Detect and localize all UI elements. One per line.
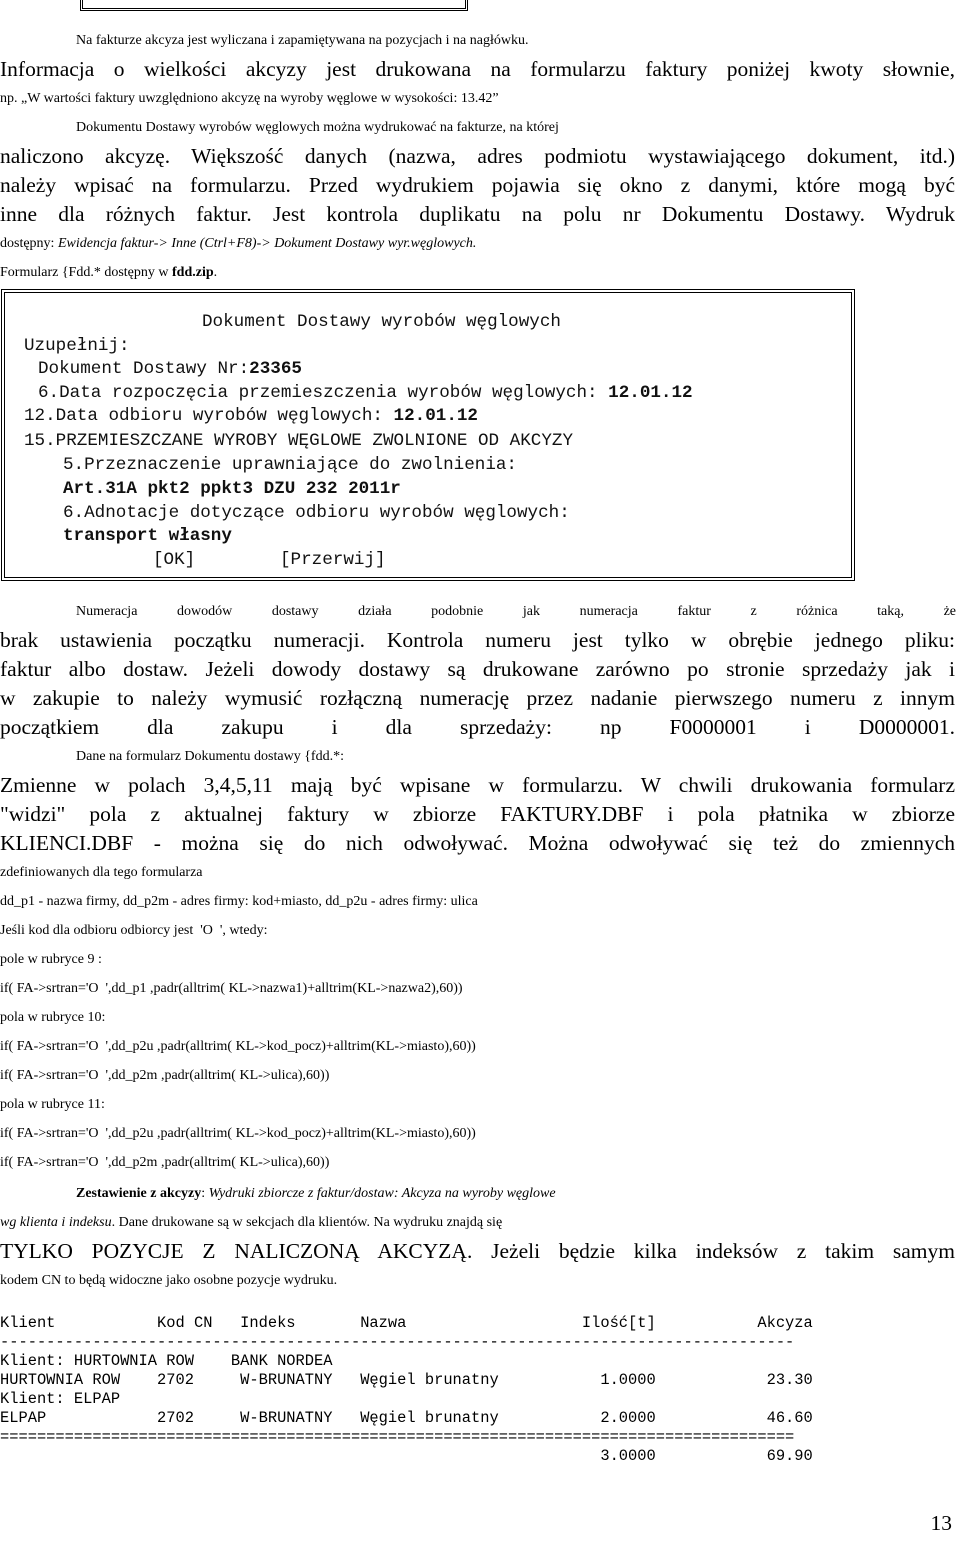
report-total: 3.0000 69.90: [0, 1447, 813, 1465]
receipt-date-field[interactable]: [24, 405, 478, 427]
report-row: Klient: ELPAP: [0, 1390, 121, 1408]
report-row: HURTOWNIA ROW 2702 W-BRUNATNY Węgiel brunatny 1.0000 23.30: [0, 1371, 813, 1389]
report-separator: ======================================================================================: [0, 1428, 795, 1446]
text-line: należy wpisać na formularzu. Przed wydrukiem pojawia się okno z danymi, które mogą być: [0, 173, 955, 197]
file-name: fdd.zip: [172, 265, 214, 280]
text-span: . Dane drukowane są w sekcjach dla klientów. Na wydruku znajdą się: [111, 1215, 503, 1230]
text-line: Jeśli kod dla odbioru odbiorcy jest 'O ', wtedy:: [0, 923, 268, 938]
text-span: Dokumentu Dostawy wyrobów węglowych można wydrukować na fakturze, na której: [76, 120, 559, 135]
purpose-label: 5.Przeznaczenie uprawniające do zwolnienia:: [63, 455, 517, 475]
text-line: np. „W wartości faktury uwzględniono akcyzę na wyroby węglowe w wysokości: 13.42”: [0, 91, 499, 106]
report-row: Klient: HURTOWNIA ROW BANK NORDEA: [0, 1352, 333, 1370]
text-line: [0, 113, 956, 142]
field-label: 12.Data odbioru wyrobów węglowych:: [24, 406, 394, 426]
text-line: Informacja o wielkości akcyzy jest drukowana na formularzu faktury poniżej kwoty słownie,: [0, 57, 955, 81]
top-frame-fragment: [80, 0, 468, 11]
document-number-field[interactable]: [38, 358, 302, 380]
text-line: zdefiniowanych dla tego formularza: [0, 865, 203, 880]
section-heading: 15.PRZEMIESZCZANE WYROBY WĘGLOWE ZWOLNIONE OD AKCYZY: [24, 431, 574, 451]
page-number: 13: [930, 1511, 952, 1535]
field-label: Dokument Dostawy Nr:: [38, 359, 250, 379]
text-line: [0, 258, 960, 287]
code-line: if( FA->srtran='O ',dd_p2m ,padr(alltrim( KL->ulica),60)): [0, 1155, 330, 1170]
text-line: "widzi" pola z aktualnej faktury w zbiorze FAKTURY.DBF i pola płatnika w zbiorze: [0, 802, 955, 826]
dialog-title: Dokument Dostawy wyrobów węglowych: [202, 312, 561, 332]
text-line: początkiem dla zakupu i dla sprzedaży: np F0000001 i D0000001.: [0, 715, 955, 739]
purpose-field[interactable]: [63, 478, 401, 500]
ok-button[interactable]: [OK]: [153, 550, 196, 570]
annotations-label: 6.Adnotacje dotyczące odbioru wyrobów węglowych:: [63, 503, 570, 523]
text-span: Formularz {Fdd.* dostępny w: [0, 265, 172, 280]
menu-path: Ewidencja faktur-> Inne (Ctrl+F8)-> Dokument Dostawy wyr.węglowych.: [57, 236, 477, 251]
cancel-button[interactable]: [Przerwij]: [280, 550, 386, 570]
text-line: pole w rubryce 9 :: [0, 952, 102, 967]
field-label: 6.Data rozpoczęcia przemieszczenia wyrobów węglowych:: [38, 383, 609, 403]
code-line: if( FA->srtran='O ',dd_p2m ,padr(alltrim( KL->ulica),60)): [0, 1068, 330, 1083]
text-line: TYLKO POZYCJE Z NALICZONĄ AKCYZĄ. Jeżeli będzie kilka indeksów z takim samym: [0, 1239, 955, 1263]
text-line: naliczono akcyzę. Większość danych (nazwa, adres podmiotu wystawiającego dokument, itd.): [0, 144, 955, 168]
text-line: Dane na formularz Dokumentu dostawy {fdd.*:: [76, 749, 344, 764]
text-line: w zakupie to należy wymusić rozłączną numerację przez nadanie pierwszego numeru z innym: [0, 686, 955, 710]
field-value: transport własny: [63, 526, 232, 546]
section-name: Zestawienie z akcyzy: [76, 1186, 202, 1201]
code-line: if( FA->srtran='O ',dd_p2u ,padr(alltrim( KL->kod_pocz)+alltrim(KL->miasto),60)): [0, 1126, 476, 1141]
text-line: faktur albo dostaw. Jeżeli dowody dostawy są drukowane zarówno po stronie sprzedaży jak i: [0, 657, 955, 681]
annotations-field[interactable]: [63, 525, 232, 547]
report-row: ELPAP 2702 W-BRUNATNY Węgiel brunatny 2.0000 46.60: [0, 1409, 813, 1427]
menu-path: Wydruki zbiorcze z faktur/dostaw: Akcyza na wyroby węglowe: [208, 1186, 556, 1201]
field-value: Art.31A pkt2 ppkt3 DZU 232 2011r: [63, 479, 401, 499]
text-line: brak ustawienia początku numeracji. Kontrola numeru jest tylko w obrębie jednego pliku:: [0, 628, 955, 652]
text-span: .: [213, 265, 218, 280]
code-line: if( FA->srtran='O ',dd_p1 ,padr(alltrim( KL->nazwa1)+alltrim(KL->nazwa2),60)): [0, 981, 463, 996]
text-line: [0, 229, 960, 258]
text-line: [0, 1208, 960, 1237]
code-line: if( FA->srtran='O ',dd_p2u ,padr(alltrim( KL->kod_pocz)+alltrim(KL->miasto),60)): [0, 1039, 476, 1054]
text-line: KLIENCI.DBF - można się do nich odwoływać. Można odwoływać się też do zmiennych: [0, 831, 955, 855]
text-line: dd_p1 - nazwa firmy, dd_p2m - adres firmy: kod+miasto, dd_p2u - adres firmy: ulica: [0, 894, 478, 909]
text-line: Zmienne w polach 3,4,5,11 mają być wpisane w formularzu. W chwili drukowania formularz: [0, 773, 955, 797]
start-date-field[interactable]: [38, 382, 693, 404]
field-value: 12.01.12: [393, 406, 478, 426]
text-line: kodem CN to będą widoczne jako osobne pozycje wydruku.: [0, 1273, 338, 1288]
text-line: Numeracja dowodów dostawy działa podobnie jak numeracja faktur z różnica taką, że: [76, 604, 956, 619]
field-value: 23365: [249, 359, 302, 379]
uzupelnij-label: Uzupełnij:: [24, 336, 130, 356]
report-header: Klient Kod CN Indeks Nazwa Ilość[t] Akcyza: [0, 1314, 813, 1332]
text-span: :: [201, 1186, 209, 1201]
text-line: Na fakturze akcyza jest wyliczana i zapamiętywana na pozycjach i na nagłówku.: [76, 33, 529, 48]
text-line: inne dla różnych faktur. Jest kontrola duplikatu na polu nr Dokumentu Dostawy. Wydruk: [0, 202, 955, 226]
text-line: pola w rubryce 10:: [0, 1010, 106, 1025]
text-span: dostępny:: [0, 236, 58, 251]
text-line: pola w rubryce 11:: [0, 1097, 105, 1112]
report-separator: --------------------------------------------------------------------------------------: [0, 1333, 795, 1351]
field-value: 12.01.12: [608, 383, 693, 403]
text-line: [0, 1179, 960, 1208]
menu-path: wg klienta i indeksu: [0, 1215, 112, 1230]
